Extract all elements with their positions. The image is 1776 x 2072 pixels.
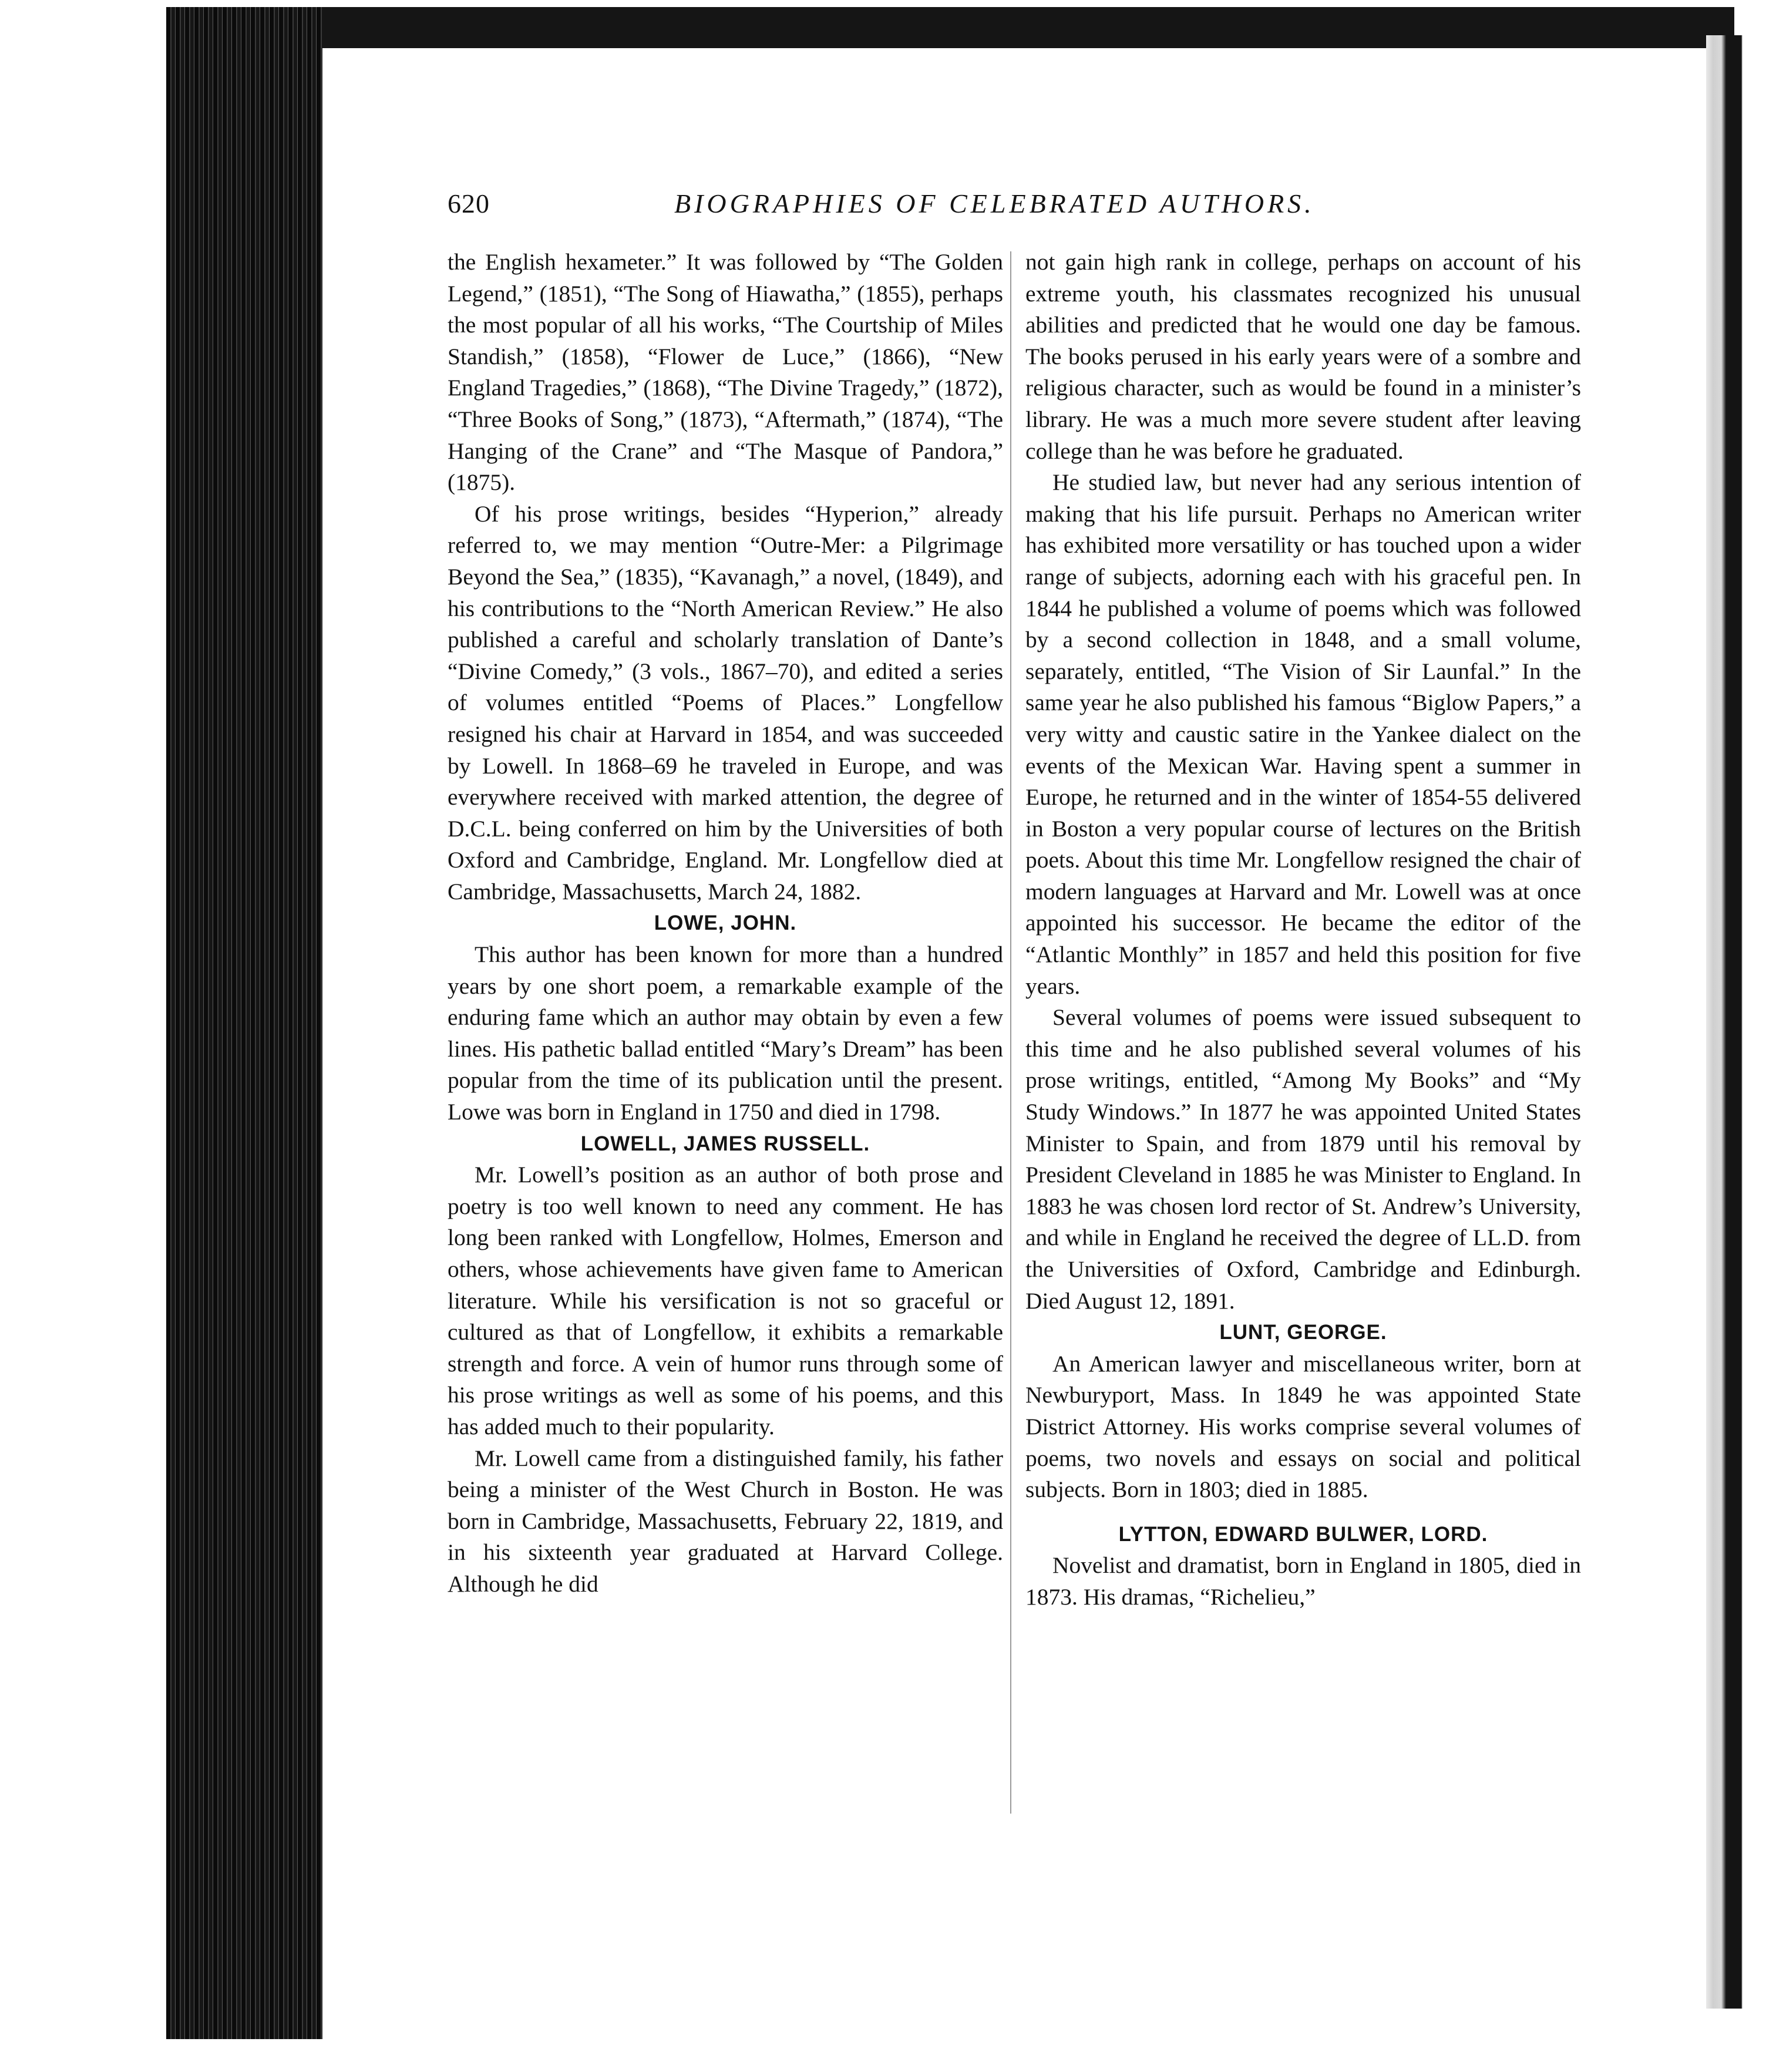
entry-heading-lytton: LYTTON, EDWARD BULWER, LORD.	[1118, 1522, 1488, 1546]
book-page-edges	[166, 7, 322, 2039]
paragraph: He studied law, but never had any serious intention of making that his life pursuit. Perhaps no American writer has exhibited more versatility or has touched upon a wider range of subjects, adorning each with his graceful pen. In 1844 he published a volume of poems which was followed by a second collection in 1848, and a small volume, separately, entitled, “The Vision of Sir Launfal.” In the same year he also published his famous “Biglow Papers,” a very witty and caustic satire in the Yankee dialect on the events of the Mexican War. Having spent a summer in Europe, he returned and in the winter of 1854-55 delivered in Boston a very popular course of lectures on the British poets. About this time Mr. Longfellow resigned the chair of modern languages at Harvard and Mr. Lowell was at once appointed his successor. He became the editor of the “Atlantic Monthly” in 1857 and held this position for five years.	[1025, 469, 1581, 999]
page-number: 620	[448, 189, 490, 218]
entry-heading-lowe: LOWE, JOHN.	[654, 911, 797, 935]
running-title: BIOGRAPHIES OF CELEBRATED AUTHORS.	[674, 189, 1315, 218]
paragraph: This author has been known for more than a hundred years by one short poem, a remarkable example of the enduring fame which an author may obtain by even a few lines. His pathetic ballad entitled “Mary’s Dream” has been popular from the time of its publication until the present. Lowe was born in England in 1750 and died in 1798.	[448, 941, 1003, 1125]
running-head	[448, 188, 1340, 235]
entry-heading-lunt: LUNT, GEORGE.	[1219, 1321, 1387, 1344]
paragraph: Novelist and dramatist, born in England in 1805, died in 1873. His dramas, “Richelieu,”	[1025, 1552, 1581, 1610]
paragraph: not gain high rank in college, perhaps on account of his extreme youth, his classmates recognized his unusual abilities and predicted that he would one day be famous. The books perused in his early years were of a sombre and religious character, such as would be found in a minister’s library. He was a much more severe student after leaving college than he was before he graduated.	[1025, 249, 1581, 464]
right-column	[1025, 247, 1581, 1613]
book-right-edge	[1706, 35, 1759, 2009]
paragraph: An American lawyer and miscellaneous writer, born at Newburyport, Mass. In 1849 he was appointed State District Attorney. His works comprise several volumes of poems, two novels and essays on social and political subjects. Born in 1803; died in 1885.	[1025, 1350, 1581, 1503]
left-column	[448, 247, 1003, 1600]
paragraph: Of his prose writings, besides “Hyperion,” already referred to, we may mention “Outre-Mer: a Pilgrimage Beyond the Sea,” (1835), “Kavanagh,” a novel, (1849), and his contributions to the “North American Review.” He also published a careful and scholarly translation of Dante’s “Divine Comedy,” (3 vols., 1867–70), and edited a series of volumes entitled “Poems of Places.” Longfellow resigned his chair at Harvard in 1854, and was succeeded by Lowell. In 1868–69 he traveled in Europe, and was everywhere received with marked attention, the degree of D.C.L. being conferred on him by the Universities of both Oxford and Cambridge, England. Mr. Longfellow died at Cambridge, Massachusetts, March 24, 1882.	[448, 500, 1003, 904]
entry-heading-lowell: LOWELL, JAMES RUSSELL.	[580, 1132, 870, 1155]
paragraph: the English hexameter.” It was followed by “The Golden Legend,” (1851), “The Song of Hiawatha,” (1855), perhaps the most popular of all his works, “The Courtship of Miles Standish,” (1858), “Flower de Luce,” (1866), “New England Tragedies,” (1868), “The Divine Tragedy,” (1872), “Three Books of Song,” (1873), “Aftermath,” (1874), “The Hanging of the Crane” and “The Masque of Pandora,” (1875).	[448, 249, 1003, 496]
paragraph: Mr. Lowell came from a distinguished family, his father being a minister of the West Church in Boston. He was born in Cambridge, Massachusetts, February 22, 1819, and in his sixteenth year graduated at Harvard College. Although he did	[448, 1445, 1003, 1597]
paragraph: Several volumes of poems were issued subsequent to this time and he also published several volumes of his prose writings, entitled, “Among My Books” and “My Study Windows.” In 1877 he was appointed United States Minister to Spain, and from 1879 until his removal by President Cleveland in 1885 he was Minister to England. In 1883 he was chosen lord rector of St. Andrew’s University, and while in England he received the degree of LL.D. from the Universities of Oxford, Cambridge and Edinburgh. Died August 12, 1891.	[1025, 1004, 1581, 1314]
scan-background-top	[166, 7, 1734, 48]
column-divider	[1010, 251, 1011, 1814]
paragraph: Mr. Lowell’s position as an author of both prose and poetry is too well known to need any comment. He has long been ranked with Longfellow, Holmes, Emerson and others, whose achievements have given fame to American literature. While his versification is not so graceful or cultured as that of Longfellow, it exhibits a remarkable strength and force. A vein of humor runs through some of his prose writings as well as some of his poems, and this has added much to their popularity.	[448, 1162, 1003, 1439]
